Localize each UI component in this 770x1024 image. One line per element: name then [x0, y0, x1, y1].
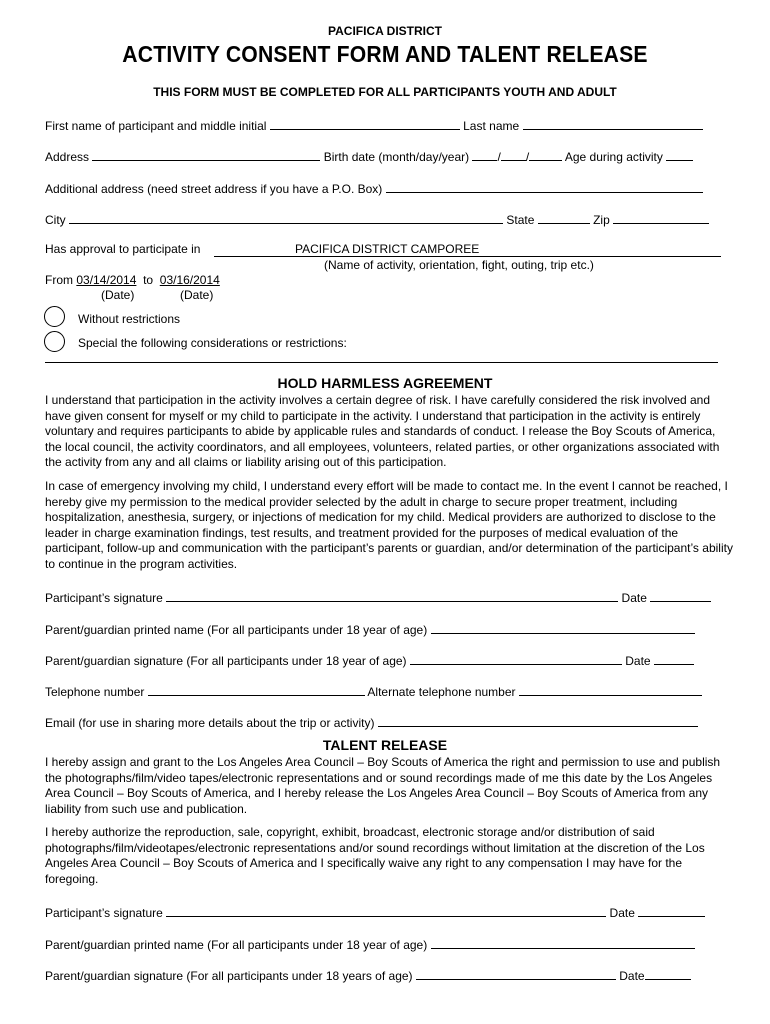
city-row — [45, 211, 709, 227]
from-date-hint: (Date) — [101, 288, 135, 302]
birth-date-label: Birth date (month/day/year) — [323, 150, 470, 164]
last-name-label: Last name — [463, 119, 520, 133]
date-range-row — [45, 273, 220, 287]
from-label: From — [45, 273, 73, 287]
hold-harmless-heading: HOLD HARMLESS AGREEMENT — [277, 375, 493, 391]
city-field[interactable] — [69, 211, 503, 224]
birth-day-field[interactable] — [501, 148, 526, 161]
hh-parent-name-row — [45, 621, 695, 637]
tr-parent-name-field[interactable] — [431, 936, 695, 949]
telephone-label: Telephone number — [45, 685, 145, 699]
hold-harmless-paragraph-1: I understand that participation in the activity involves a certain degree of risk. I have carefully considered the risk involved and have given consent for myself or my child to participate in the activity. I understand that participation in the activity is entirely voluntary and requires participants to abide by applicable rules and standards of conduct. I release the Boy Scouts of America, the local council, the activity coordinators, and all employees, volunteers, related parties, or other organizations associated with the activity from any and all claims or liability arising out of this participation. — [45, 393, 720, 469]
parent-signature-label: Parent/guardian signature (For all participants under 18 year of age) — [45, 654, 407, 668]
date-label: Date — [621, 591, 647, 605]
state-field[interactable] — [538, 211, 590, 224]
participant-signature-date-field[interactable] — [650, 589, 711, 602]
talent-release-paragraph-2: I hereby authorize the reproduction, sale, copyright, exhibit, broadcast, electronic storage and/or distribution of said photographs/film/videotapes/electronic representations and/or sound recordings without limitation at the discretion of the Los Angeles Area Council – Boy Scouts of America and I specifically waive any right to any compensation I may have for the foregoing. — [45, 825, 705, 886]
state-label: State — [506, 213, 535, 227]
city-label: City — [45, 213, 66, 227]
parent-name-label: Parent/guardian printed name (For all participants under 18 year of age) — [45, 623, 428, 637]
from-date-value[interactable]: 03/14/2014 — [76, 273, 137, 287]
restrictions-field[interactable] — [45, 362, 718, 363]
parent-name-label: Parent/guardian printed name (For all participants under 18 year of age) — [45, 938, 428, 952]
tr-parent-signature-date-field[interactable] — [645, 967, 691, 980]
special-considerations-label: Special the following considerations or restrictions: — [78, 336, 347, 350]
tr-parent-signature-row — [45, 967, 691, 983]
birth-year-field[interactable] — [529, 148, 562, 161]
date-label: Date — [625, 654, 651, 668]
tr-participant-signature-date-field[interactable] — [638, 904, 705, 917]
first-name-field[interactable] — [270, 117, 460, 130]
alt-telephone-label: Alternate telephone number — [367, 685, 516, 699]
parent-signature-field[interactable] — [410, 652, 622, 665]
tr-participant-signature-field[interactable] — [166, 904, 606, 917]
form-subtitle: THIS FORM MUST BE COMPLETED FOR ALL PARTICIPANTS YOUTH AND ADULT — [153, 85, 617, 99]
telephone-field[interactable] — [148, 683, 365, 696]
email-field[interactable] — [378, 714, 698, 727]
participant-signature-label: Participant’s signature — [45, 906, 163, 920]
age-label: Age during activity — [564, 150, 663, 164]
tr-parent-signature-field[interactable] — [416, 967, 616, 980]
to-date-hint: (Date) — [180, 288, 214, 302]
date-label: Date — [609, 906, 635, 920]
address-label: Address — [45, 150, 90, 164]
age-field[interactable] — [666, 148, 693, 161]
district-name: PACIFICA DISTRICT — [328, 24, 442, 38]
parent-signature-date-field[interactable] — [654, 652, 694, 665]
talent-release-paragraph-1: I hereby assign and grant to the Los Angeles Area Council – Boy Scouts of America the right and permission to use and publish the photographs/film/video tapes/electronic representations and or sound recordings made of me this date by the Los Angeles Area Council – Boy Scouts of America, and I hereby release the Los Angeles Area Council – Boy Scouts of America from any liability from such use and publication. — [45, 755, 721, 816]
birth-month-field[interactable] — [472, 148, 497, 161]
zip-label: Zip — [593, 213, 610, 227]
address-row: Address Birth date (month/day/year) / / Age during activity — [45, 148, 693, 164]
tr-participant-signature-row — [45, 904, 705, 920]
hh-participant-signature-row — [45, 589, 711, 605]
alt-telephone-field[interactable] — [519, 683, 702, 696]
email-row — [45, 714, 698, 730]
talent-release-heading: TALENT RELEASE — [322, 737, 448, 753]
additional-address-field[interactable] — [386, 180, 703, 193]
to-label: to — [143, 273, 154, 287]
additional-address-label: Additional address (need street address if you have a P.O. Box) — [45, 182, 383, 196]
zip-field[interactable] — [613, 211, 709, 224]
participant-signature-field[interactable] — [166, 589, 618, 602]
without-restrictions-radio[interactable] — [44, 306, 65, 327]
first-name-label: First name of participant and middle initial — [45, 119, 267, 133]
participant-signature-label: Participant’s signature — [45, 591, 163, 605]
activity-field-line[interactable] — [214, 256, 721, 257]
additional-address-row — [45, 180, 703, 196]
hold-harmless-paragraph-2: In case of emergency involving my child, I understand every effort will be made to contact me. In the event I cannot be reached, I hereby give my permission to the medical provider selected by the adult in charge to secure proper treatment, including hospitalization, anesthesia, surgery, or injections of medication for my child. Medical providers are authorized to disclose to the leader in charge examination findings, test results, and treatment provided for the purposes of medical evaluation of the participant, follow-up and communication with the participant’s parents or guardian, and/or determination of the participant’s ability to continue in the program activities. — [45, 479, 733, 571]
date-label: Date — [619, 969, 645, 983]
activity-hint: (Name of activity, orientation, fight, outing, trip etc.) — [324, 258, 594, 272]
address-field[interactable] — [92, 148, 320, 161]
special-considerations-radio[interactable] — [44, 331, 65, 352]
activity-value: PACIFICA DISTRICT CAMPOREE — [295, 242, 480, 256]
to-date-value[interactable]: 03/16/2014 — [159, 273, 220, 287]
email-label: Email (for use in sharing more details about the trip or activity) — [45, 716, 375, 730]
parent-name-field[interactable] — [431, 621, 695, 634]
form-title: ACTIVITY CONSENT FORM AND TALENT RELEASE — [122, 41, 648, 67]
telephone-row — [45, 683, 702, 699]
approval-label: Has approval to participate in — [45, 242, 201, 256]
last-name-field[interactable] — [523, 117, 703, 130]
hh-parent-signature-row — [45, 652, 694, 668]
parent-signature-label: Parent/guardian signature (For all participants under 18 years of age) — [45, 969, 413, 983]
tr-parent-name-row — [45, 936, 695, 952]
without-restrictions-label: Without restrictions — [78, 312, 181, 326]
name-row — [45, 117, 703, 133]
